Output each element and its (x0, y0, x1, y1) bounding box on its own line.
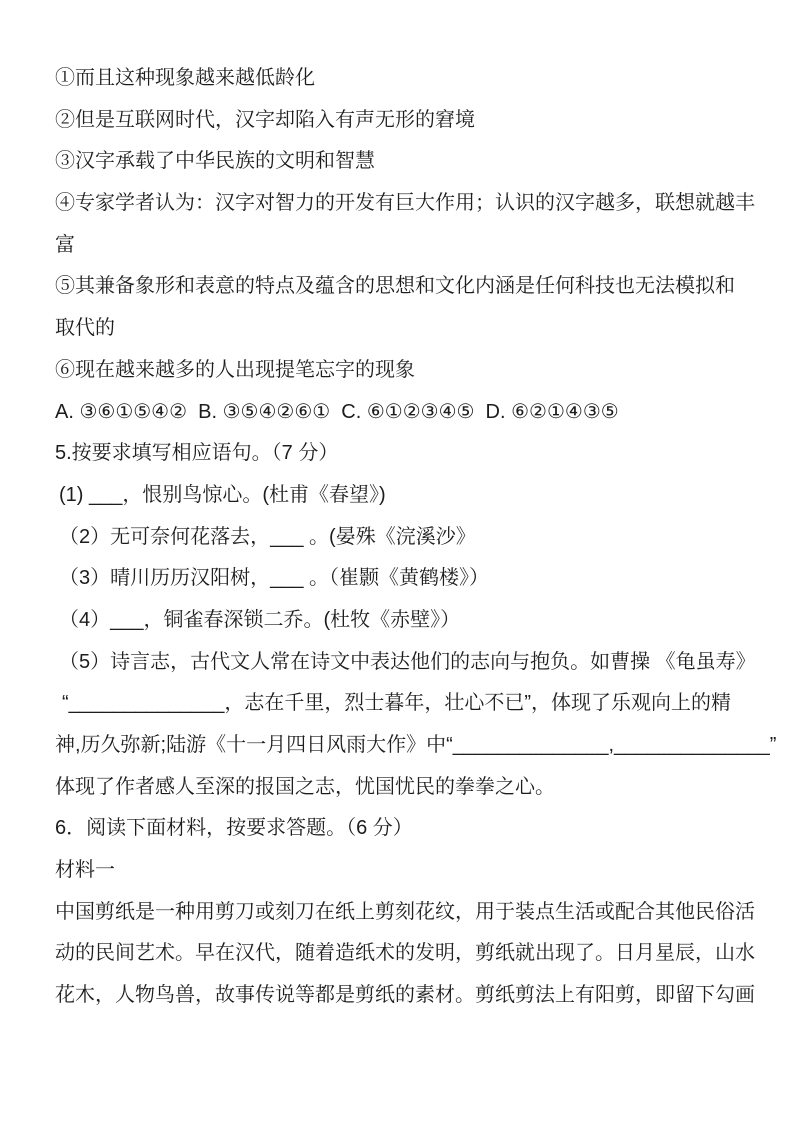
ordering-sentence-1: ①而且这种现象越来越低龄化 (55, 67, 315, 89)
ordering-sentence-5-line1: ⑤其兼备象形和表意的特点及蕴含的思想和文化内涵是任何科技也无法模拟和 (55, 275, 735, 298)
question5-item-5-line4: 体现了作者感人至深的报国之志，忧国忧民的拳拳之心。 (55, 775, 555, 798)
ordering-sentence-2: ②但是互联网时代，汉字却陷入有声无形的窘境 (55, 108, 475, 131)
ordering-sentence-6: ⑥现在越来越多的人出现提笔忘字的现象 (55, 358, 415, 381)
ordering-sentence-4-line2: 富 (55, 233, 75, 256)
question5-item-4: （4）___，铜雀春深锁二乔。(杜牧《赤壁》） (59, 608, 461, 631)
question6-material-line3: 花木，人物鸟兽，故事传说等都是剪纸的素材。剪纸剪法上有阳剪，即留下勾画 (55, 984, 755, 1007)
ordering-choices-row: A. ③⑥①⑤④② B. ③⑤④②⑥① C. ⑥①②③④⑤ D. ⑥②①④③⑤ (55, 400, 619, 423)
ordering-sentence-3: ③汉字承载了中华民族的文明和智慧 (55, 150, 375, 173)
question5-item-1: (1) ___，恨别鸟惊心。(杜甫《春望》) (59, 483, 386, 506)
question5-item-3: （3）晴川历历汉阳树，___ 。（崔颢《黄鹤楼》） (59, 567, 490, 590)
ordering-sentence-4-line1: ④专家学者认为：汉字对智力的开发有巨大作用；认识的汉字越多，联想就越丰 (55, 192, 755, 215)
question6-material-line1: 中国剪纸是一种用剪刀或刻刀在纸上剪刻花纹，用于装点生活或配合其他民俗活 (55, 900, 755, 923)
question6-material-label: 材料一 (55, 859, 115, 882)
question6-material-line2: 动的民间艺术。早在汉代，随着造纸术的发明，剪纸就出现了。日月星辰，山水 (55, 942, 755, 965)
question5-item-5-line2: “______________，志在千里，烈士暮年，壮心不已”，体现了乐观向上的精 (62, 692, 732, 715)
question5-title: 5.按要求填写相应语句。（7 分） (55, 442, 339, 465)
question5-item-5-line3: 神,历久弥新;陆游《十一月四日风雨大作》中“______________,______________” (55, 734, 777, 756)
ordering-sentence-5-line2: 取代的 (55, 317, 115, 340)
question6-title: 6．阅读下面材料，按要求答题。（6 分） (55, 817, 413, 840)
question5-item-5-line1: （5）诗言志，古代文人常在诗文中表达他们的志向与抱负。如曹操 《龟虽寿》 (59, 650, 756, 673)
question5-item-2: （2）无可奈何花落去，___ 。(晏殊《浣溪沙》 (59, 525, 476, 548)
